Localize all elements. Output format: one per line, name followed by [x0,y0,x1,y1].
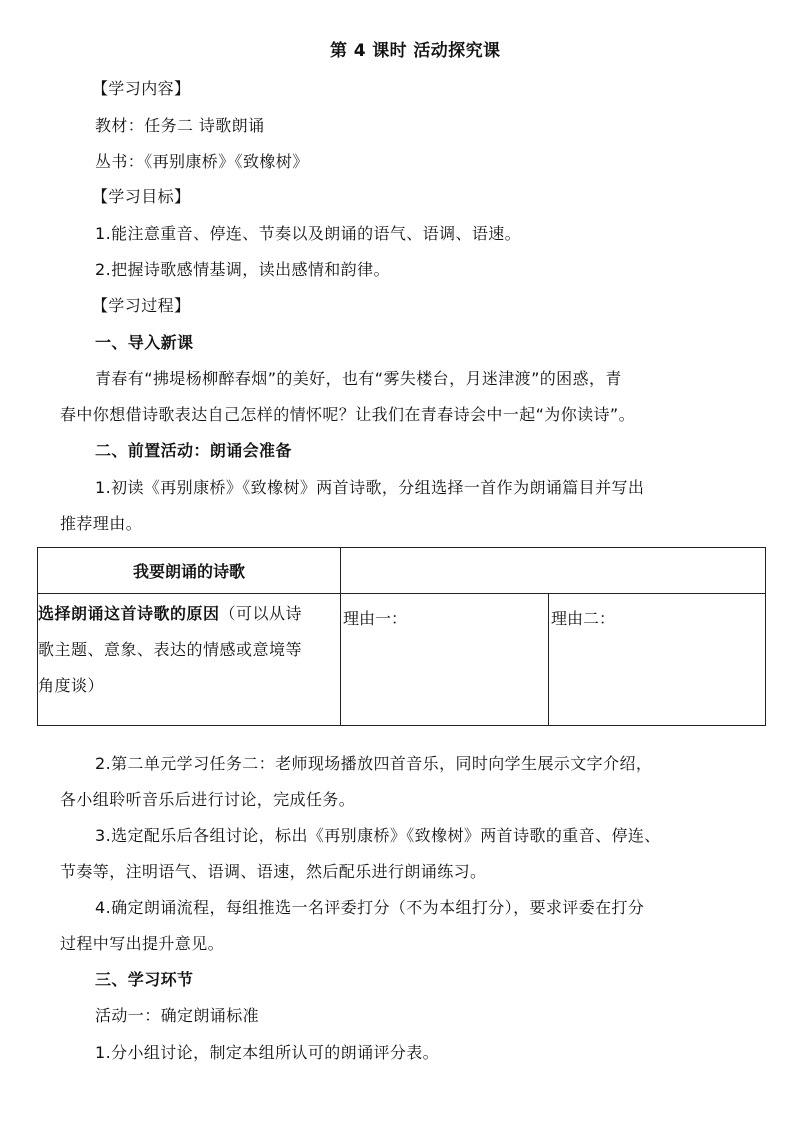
page-title: 第 4 课时 活动探究课 [330,41,501,61]
goal-2: 2.把握诗歌感情基调，读出感情和韵律。 [95,260,390,279]
reason-line1-rest: （可以从诗 [219,604,303,623]
reason2-cell[interactable] [549,594,766,726]
reason-line-1 [38,596,340,632]
series-line: 丛书：《再别康桥》《致橡树》 [95,152,309,171]
step4-line-1: 4.确定朗诵流程，每组推选一名评委打分（不为本组打分），要求评委在打分 [95,898,645,917]
poem-label: 我要朗诵的诗歌 [132,562,245,581]
step3-line-1: 3.选定配乐后各组讨论，标出《再别康桥》《致橡树》两首诗歌的重音、停连、 [95,826,661,845]
content-heading: 【学习内容】 [92,79,191,98]
goals-heading: 【学习目标】 [92,187,191,206]
step1-line-1: 1.初读《再别康桥》《致橡树》两首诗歌，分组选择一首作为朗诵篇目并写出 [95,478,645,497]
table-row [38,594,766,726]
intro-line-2: 春中你想借诗歌表达自己怎样的情怀呢？让我们在青春诗会中一起“为你读诗”。 [60,405,635,424]
step1-line-2: 推荐理由。 [60,514,143,533]
part2-heading: 二、前置活动：朗诵会准备 [95,441,292,460]
part1-heading: 一、导入新课 [95,333,194,352]
poem-selection-table [37,547,766,726]
table-row [38,548,766,594]
activity-1-step-1: 1.分小组讨论，制定本组所认可的朗诵评分表。 [95,1043,440,1062]
textbook-line: 教材：任务二 诗歌朗诵 [95,116,265,135]
reason-line-3: 角度谈） [38,676,105,695]
poem-input-cell[interactable] [341,548,766,594]
intro-line-1: 青春有“拂堤杨柳醉春烟”的美好，也有“雾失楼台，月迷津渡”的困惑，青 [95,369,622,388]
step3-line-2: 节奏等，注明语气、语调、语速，然后配乐进行朗诵练习。 [60,862,487,881]
process-heading: 【学习过程】 [92,296,191,315]
reason2-label: 理由二： [551,609,616,628]
reason-line-2: 歌主题、意象、表达的情感或意境等 [38,640,303,659]
step2-line-2: 各小组聆听音乐后进行讨论，完成任务。 [60,790,356,809]
reason-description-cell [38,594,341,726]
reason-bold-label: 选择朗诵这首诗歌的原因 [38,604,220,623]
reason1-label: 理由一： [343,609,408,628]
reason-description [38,594,340,704]
step4-line-2: 过程中写出提升意见。 [60,934,225,953]
reason1-cell[interactable] [341,594,549,726]
activity-1: 活动一：确定朗诵标准 [95,1006,260,1025]
step2-line-1: 2.第二单元学习任务二：老师现场播放四首音乐，同时向学生展示文字介绍， [95,754,653,773]
part3-heading: 三、学习环节 [95,970,194,989]
goal-1: 1.能注意重音、停连、节奏以及朗诵的语气、语调、语速。 [95,224,522,243]
poem-label-cell [38,548,341,594]
